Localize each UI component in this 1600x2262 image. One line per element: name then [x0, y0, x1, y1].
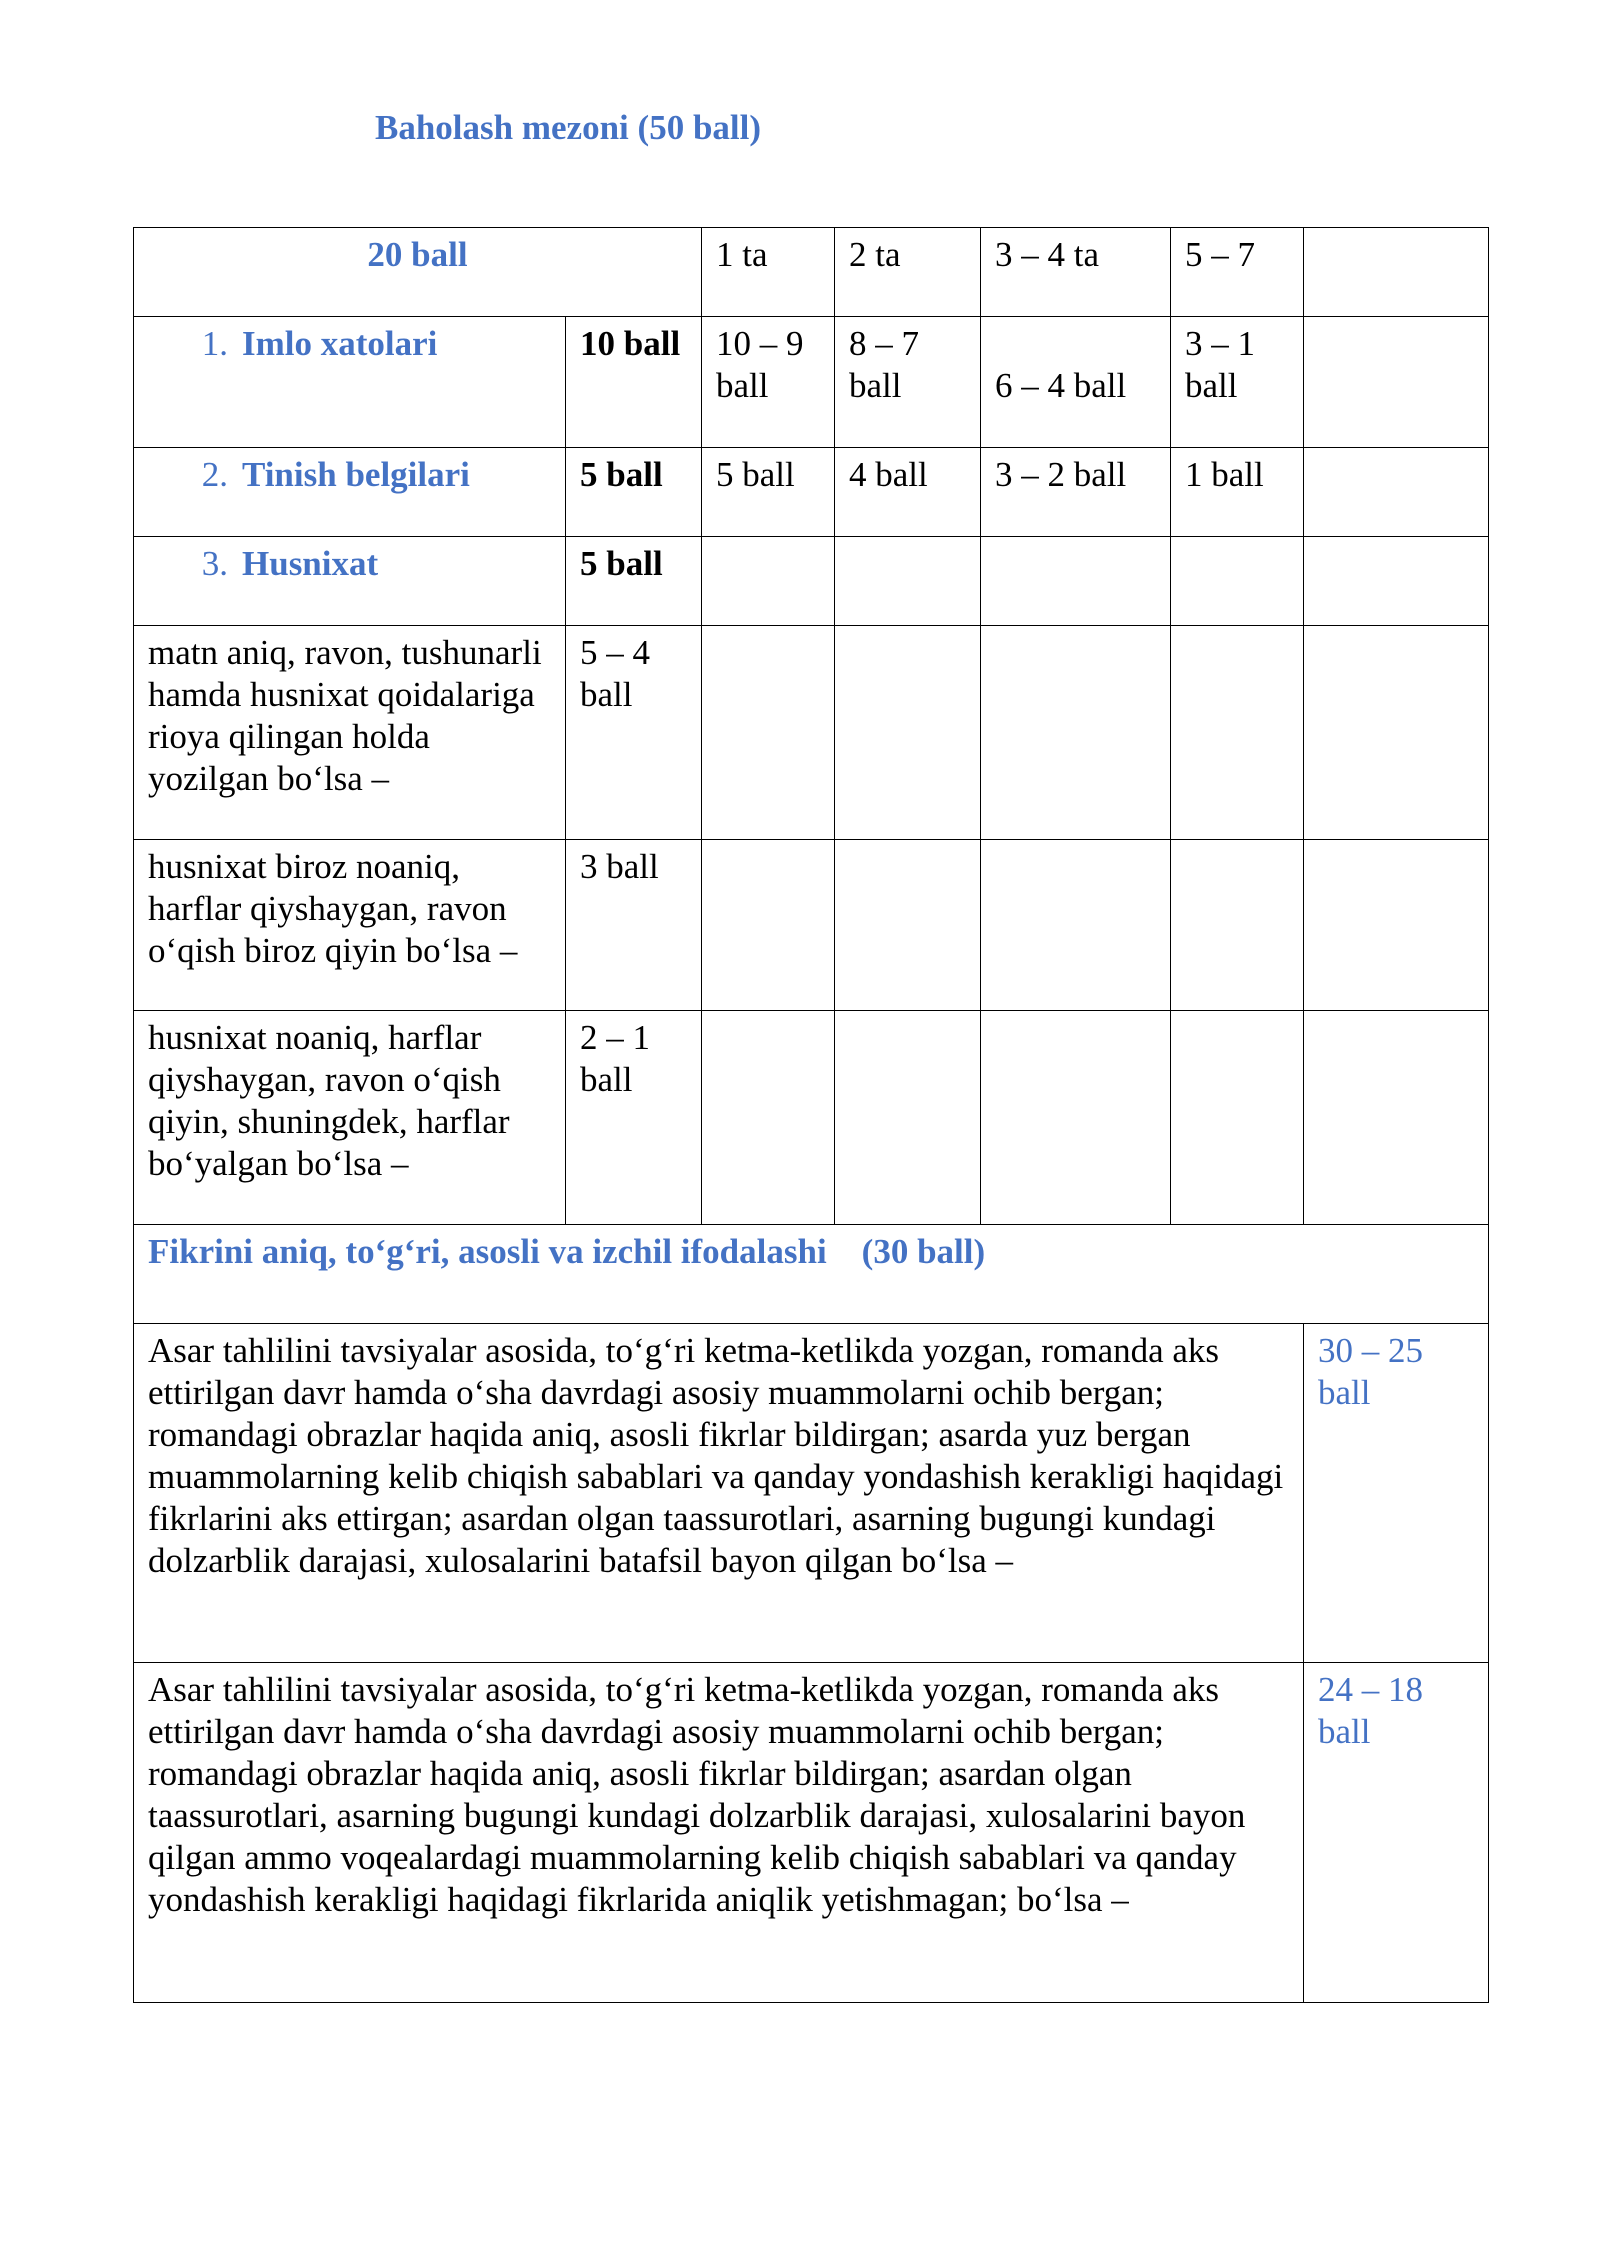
reasoning-criterion-row — [134, 1324, 1489, 1663]
row-handwriting-number: 3. — [201, 544, 228, 583]
row-spelling-cell-5 — [1304, 317, 1489, 448]
empty-cell — [835, 626, 981, 840]
empty-cell — [1304, 626, 1489, 840]
section-heading-points: (30 ball) — [861, 1232, 986, 1271]
header-count-3: 3 – 4 ta — [981, 228, 1171, 317]
handwriting-criterion-row — [134, 840, 1489, 1011]
row-handwriting-cell-4 — [1171, 537, 1304, 626]
handwriting-criterion-points: 5 – 4 ball — [566, 626, 702, 840]
header-row — [134, 228, 1489, 317]
empty-cell — [981, 1011, 1171, 1225]
row-punctuation-cell-2: 4 ball — [835, 448, 981, 537]
row-punctuation-number: 2. — [201, 455, 228, 494]
empty-cell — [981, 626, 1171, 840]
row-spelling-cell-3: 6 – 4 ball — [981, 317, 1171, 448]
handwriting-criterion-text: matn aniq, ravon, tushunarli hamda husnixat qoidalariga rioya qilingan holda yozilgan bo‘lsa – — [134, 626, 566, 840]
empty-cell — [1171, 1011, 1304, 1225]
empty-cell — [702, 840, 835, 1011]
row-punctuation-points: 5 ball — [566, 448, 702, 537]
row-punctuation-cell-5 — [1304, 448, 1489, 537]
handwriting-criterion-points: 3 ball — [566, 840, 702, 1011]
handwriting-criterion-points: 2 – 1 ball — [566, 1011, 702, 1225]
row-punctuation — [134, 448, 1489, 537]
reasoning-criterion-row — [134, 1663, 1489, 2003]
row-punctuation-cell-3: 3 – 2 ball — [981, 448, 1171, 537]
row-handwriting-cell-5 — [1304, 537, 1489, 626]
empty-cell — [1171, 626, 1304, 840]
row-handwriting-label — [134, 537, 566, 626]
header-count-1: 1 ta — [702, 228, 835, 317]
row-spelling-label — [134, 317, 566, 448]
row-spelling-cell-1: 10 – 9 ball — [702, 317, 835, 448]
header-count-5 — [1304, 228, 1489, 317]
row-punctuation-label — [134, 448, 566, 537]
empty-cell — [1171, 840, 1304, 1011]
row-spelling — [134, 317, 1489, 448]
row-spelling-cell-4: 3 – 1 ball — [1171, 317, 1304, 448]
section-heading — [134, 1225, 1489, 1324]
empty-cell — [1304, 840, 1489, 1011]
row-spelling-title: Imlo xatolari — [242, 324, 438, 363]
row-handwriting-points: 5 ball — [566, 537, 702, 626]
empty-cell — [1304, 1011, 1489, 1225]
reasoning-criterion-points: 30 – 25 ball — [1304, 1324, 1489, 1663]
header-total-cell: 20 ball — [134, 228, 702, 317]
handwriting-criterion-row — [134, 626, 1489, 840]
empty-cell — [981, 840, 1171, 1011]
row-spelling-number: 1. — [201, 324, 228, 363]
row-handwriting-title: Husnixat — [242, 544, 379, 583]
row-punctuation-title: Tinish belgilari — [242, 455, 470, 494]
row-punctuation-cell-4: 1 ball — [1171, 448, 1304, 537]
row-handwriting — [134, 537, 1489, 626]
section-heading-text: Fikrini aniq, to‘g‘ri, asosli va izchil ifodalashi — [148, 1232, 827, 1271]
empty-cell — [835, 1011, 981, 1225]
reasoning-criterion-text: Asar tahlilini tavsiyalar asosida, to‘g‘ri ketma-ketlikda yozgan, romanda aks ettirilgan davr hamda o‘sha davrdagi asosiy muammolarni ochib bergan; romandagi obrazlar haqida aniq, asosli fikrlar bildirgan; asarda yuz bergan muammolarning kelib chiqish sabablari va qanday yondashish kerakligi haqidagi fikrlarini aks ettirgan; asardan olgan taassurotlari, asarning bugungi kundagi dolzarblik darajasi, xulosalarini batafsil bayon qilgan bo‘lsa – — [134, 1324, 1304, 1663]
reasoning-criterion-text: Asar tahlilini tavsiyalar asosida, to‘g‘ri ketma-ketlikda yozgan, romanda aks ettirilgan davr hamda o‘sha davrdagi asosiy muammolarni ochib bergan; romandagi obrazlar haqida aniq, asosli fikrlar bildirgan; asardan olgan taassurotlari, asarning bugungi kundagi dolzarblik darajasi, xulosalarini bayon qilgan ammo voqealardagi muammolarning kelib chiqish sabablari va qanday yondashish kerakligi haqidagi fikrlarida aniqlik yetishmagan; bo‘lsa – — [134, 1663, 1304, 2003]
handwriting-criterion-row — [134, 1011, 1489, 1225]
empty-cell — [702, 1011, 835, 1225]
header-count-4: 5 – 7 — [1171, 228, 1304, 317]
handwriting-criterion-text: husnixat noaniq, harflar qiyshaygan, ravon o‘qish qiyin, shuningdek, harflar bo‘yalgan bo‘lsa – — [134, 1011, 566, 1225]
row-handwriting-cell-1 — [702, 537, 835, 626]
row-punctuation-cell-1: 5 ball — [702, 448, 835, 537]
section-heading-row — [134, 1225, 1489, 1324]
row-spelling-points: 10 ball — [566, 317, 702, 448]
row-handwriting-cell-2 — [835, 537, 981, 626]
empty-cell — [702, 626, 835, 840]
reasoning-criterion-points: 24 – 18 ball — [1304, 1663, 1489, 2003]
row-spelling-cell-2: 8 – 7 ball — [835, 317, 981, 448]
page-title: Baholash mezoni (50 ball) — [375, 108, 762, 147]
header-count-2: 2 ta — [835, 228, 981, 317]
empty-cell — [835, 840, 981, 1011]
handwriting-criterion-text: husnixat biroz noaniq, harflar qiyshaygan, ravon o‘qish biroz qiyin bo‘lsa – — [134, 840, 566, 1011]
assessment-table — [133, 227, 1489, 2003]
row-handwriting-cell-3 — [981, 537, 1171, 626]
